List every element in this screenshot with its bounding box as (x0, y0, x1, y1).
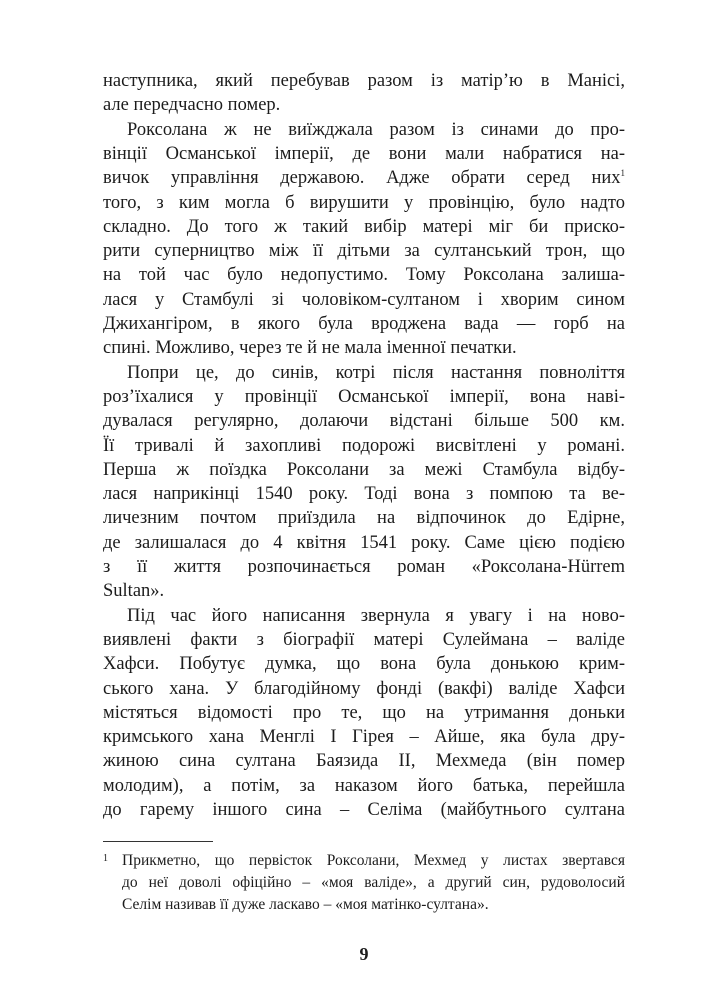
text-line: Джихангіром, в якого була вроджена вада — горб на (103, 314, 625, 334)
text-line: на той час було недопустимо. Тому Роксолана залиша- (103, 265, 625, 286)
text-line: з її життя розпочинається роман «Роксолана-Hürrem (103, 557, 625, 577)
footnote-line: Прикметно, що первісток Роксолани, Мехмед у листах звертався (122, 852, 625, 869)
footnote-line: Селім називав її дуже ласкаво – «моя матінко-султана». (122, 896, 489, 913)
text-line: виявлені факти з біографії матері Сулеймана – валіде (103, 629, 625, 650)
text-line: Хафси. Побутує думка, що вона була донькою крим- (103, 654, 625, 675)
text-line: лася у Стамбулі зі чоловіком-султаном і хворим сином (103, 289, 625, 310)
text-line: того, з ким могла б вирушити у провінцію, було надто (103, 192, 625, 213)
text-line: де залишалася до 4 квітня 1541 року. Саме цією подією (103, 532, 625, 553)
text-line: кримського хана Менглі І Гірея – Айше, яка була дру- (103, 727, 625, 748)
text-line: до гарему іншого сина – Селіма (майбутнього султана (103, 800, 625, 820)
text-line: наступника, який перебував разом із матір’ю в Манісі, (103, 71, 625, 91)
text-line: ського хана. У благодійному фонді (вакфі) валіде Хафси (103, 678, 625, 699)
text-line: молодим), а потім, за наказом його батька, перейшла (103, 775, 625, 796)
text-line: але передчасно помер. (103, 95, 281, 116)
text-line: Sultan». (103, 581, 165, 602)
footnote-divider (103, 841, 213, 842)
text-line: дувалася регулярно, долаючи відстані більше 500 км. (103, 411, 625, 432)
text-line: вичок управління державою. Адже обрати серед них$^1$ (103, 168, 625, 189)
text-line: личезним почтом приїздила на відпочинок до Едірне, (103, 508, 625, 529)
text-line: рити суперництво між її дітьми за султанський трон, що (103, 241, 625, 262)
text-line: жиною сина султана Баязида ІІ, Мехмеда (він помер (103, 751, 625, 772)
text-line: Під час його написання звернула я увагу і на ново- (127, 605, 625, 626)
footnote-line: до неї доволі офіційно – «моя валіде», а другий син, рудоволосий (122, 874, 625, 891)
text-line: Попри це, до синів, котрі після настання повноліття (127, 362, 625, 383)
text-line: спині. Можливо, через те й не мала іменної печатки. (103, 338, 517, 359)
text-line: Перша ж поїздка Роксолани за межі Стамбула відбу- (103, 459, 625, 480)
text-line: складно. До того ж такий вибір матері міг би приско- (103, 216, 625, 237)
text-line: містяться відомості про те, що на утримання доньки (103, 702, 625, 723)
text-line: Її тривалі й захопливі подорожі висвітлені у романі. (103, 435, 625, 456)
text-line: роз’їхалися у провінції Османської імперії, вона наві- (103, 386, 625, 407)
footnote-number: 1 (103, 853, 108, 864)
page-number: 9 (359, 944, 369, 964)
text-line: Роксолана ж не виїжджала разом із синами до про- (127, 119, 625, 140)
text-line: вінції Османської імперії, де вони мали набратися на- (103, 143, 625, 164)
footnote-reference[interactable]: 1 (620, 168, 625, 179)
text-line: лася наприкінці 1540 року. Тоді вона з помпою та ве- (103, 484, 625, 505)
